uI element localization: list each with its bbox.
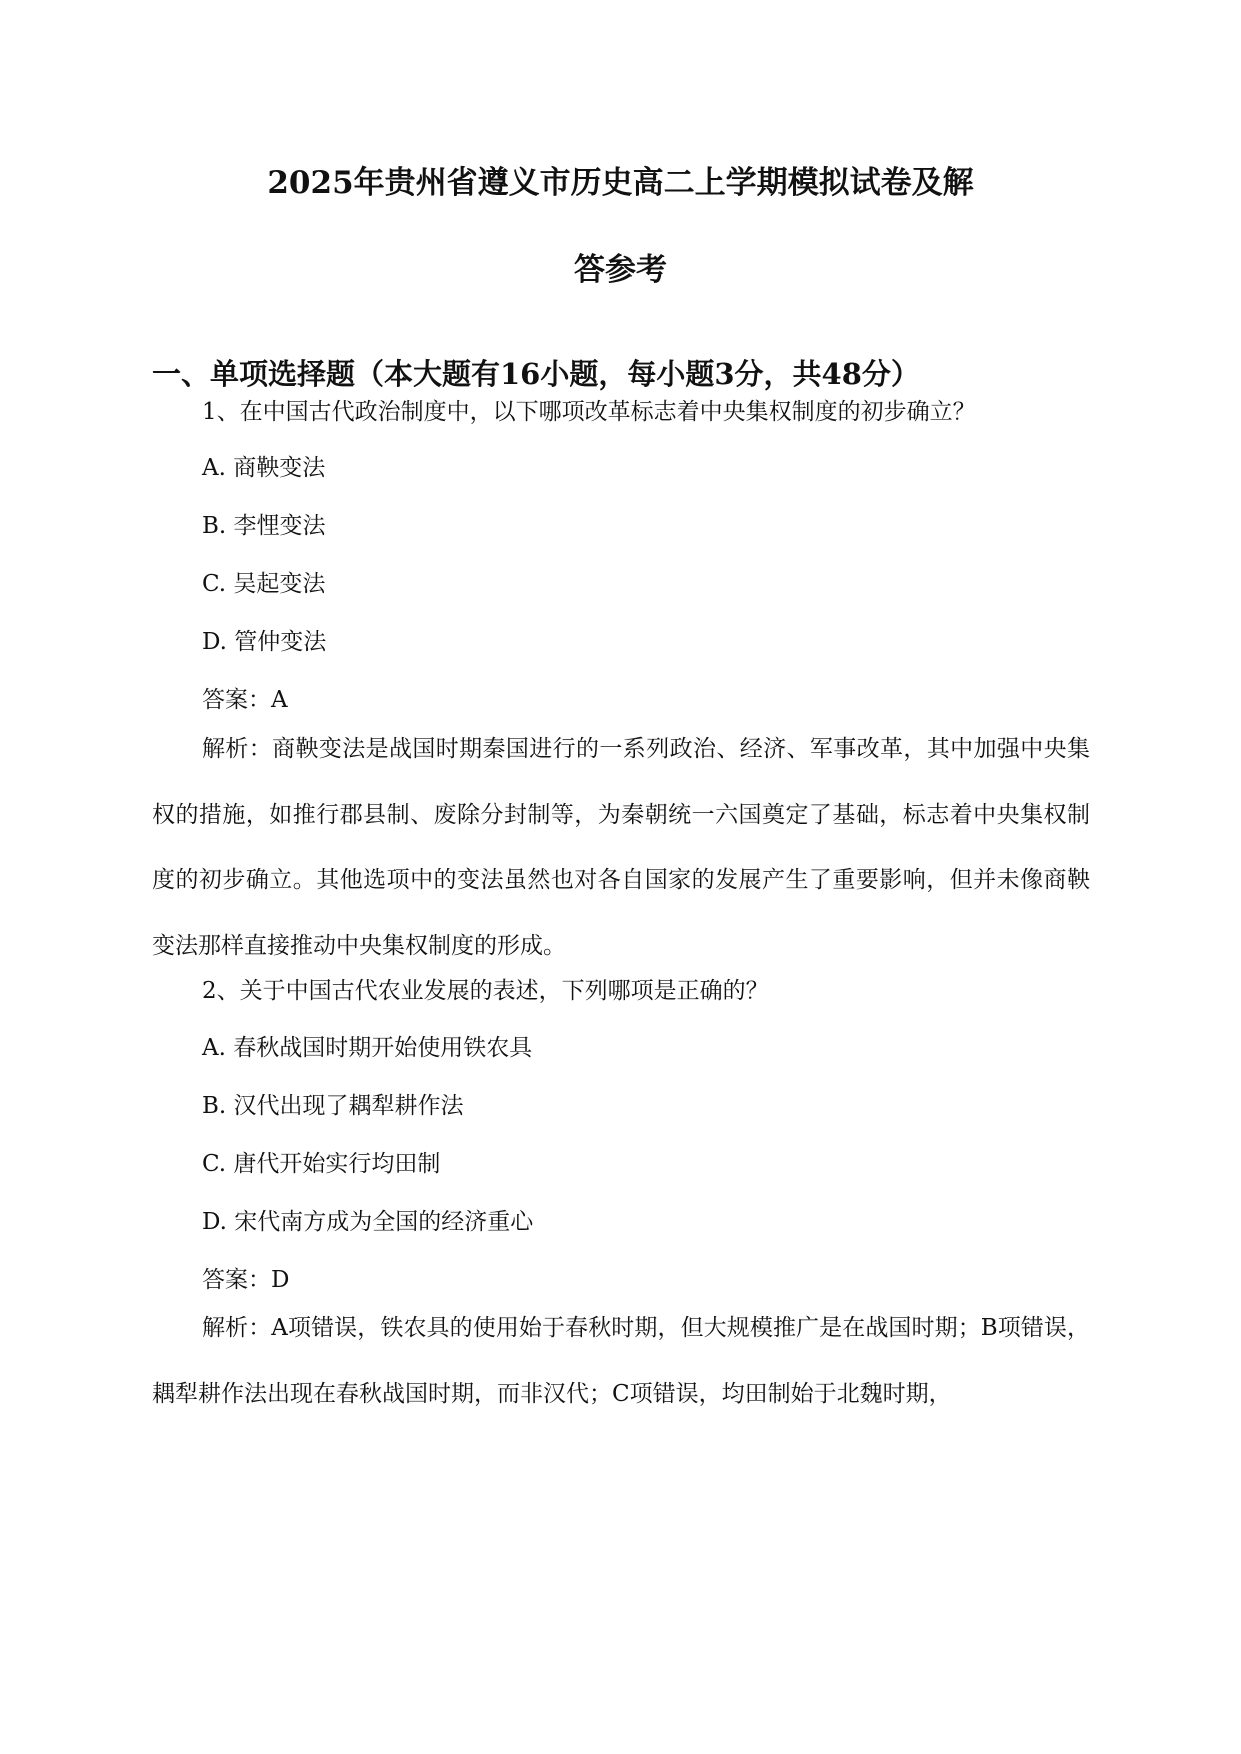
document-title-line2: 答参考: [574, 252, 667, 288]
question-1-analysis: 解析：商鞅变法是战国时期秦国进行的一系列政治、经济、军事改革，其中加强中央集权的措施，如推行郡县制、废除分封制等，为秦朝统一六国奠定了基础，标志着中央集权制度的初步确立。其他选项中的变法虽然也对各自国家的发展产生了重要影响，但并未像商鞅变法那样直接推动中央集权制度的形成。: [152, 736, 1090, 959]
question-2-stem: 2、关于中国古代农业发展的表述，下列哪项是正确的？: [202, 978, 769, 1004]
question-2-analysis: 解析：A项错误，铁农具的使用始于春秋时期，但大规模推广是在战国时期；B项错误，耦犁耕作法出现在春秋战国时期，而非汉代；C项错误，均田制始于北魏时期，: [152, 1315, 1090, 1407]
question-1-stem: 1、在中国古代政治制度中，以下哪项改革标志着中央集权制度的初步确立？: [202, 399, 976, 425]
question-2-option-b: B. 汉代出现了耦犁耕作法: [202, 1093, 464, 1119]
question-2-option-c: C. 唐代开始实行均田制: [202, 1151, 441, 1177]
question-1-option-d: D. 管仲变法: [202, 629, 327, 655]
document-title-line1: 2025年贵州省遵义市历史高二上学期模拟试卷及解: [267, 165, 974, 201]
question-2-option-a: A. 春秋战国时期开始使用铁农具: [202, 1035, 533, 1061]
question-1-option-a: A. 商鞅变法: [202, 455, 326, 481]
question-1-option-c: C. 吴起变法: [202, 571, 326, 597]
section-heading: 一、单项选择题（本大题有16小题，每小题3分，共48分）: [152, 357, 920, 391]
question-1-answer: 答案：A: [202, 687, 288, 713]
question-2-option-d: D. 宋代南方成为全国的经济重心: [202, 1209, 534, 1235]
question-1-option-b: B. 李悝变法: [202, 513, 326, 539]
question-2-answer: 答案：D: [202, 1267, 290, 1293]
